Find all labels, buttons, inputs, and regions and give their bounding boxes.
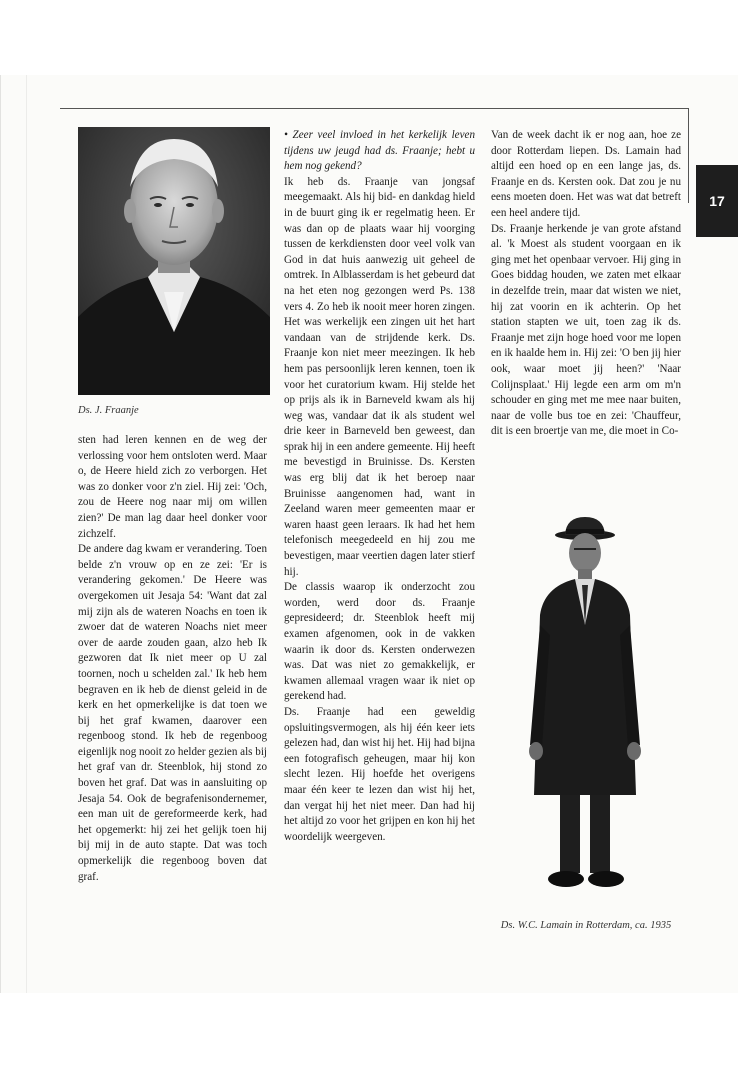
paragraph: De classis waarop ik onderzocht zou worden, werd door ds. Fraanje gepresideerd; dr. Steenblok heeft mij examen afgenomen, ook in de vakken waarin ik door ds. Kersten onderwezen was. Dat was niet zo gemakkelijk, er kwamen allemaal vragen waar ik niet op gerekend had.	[284, 581, 475, 703]
page-number-tab	[696, 165, 738, 237]
standing-photo-lamain	[520, 515, 650, 903]
paragraph: sten had leren kennen en de weg der verlossing voor hem ontsloten werd. Maar o, de Heere hield zich zo verborgen. Het was zo donker voor z'n ziel. Hij zei: 'Och, zou de Heere nog naar mij om willen zien?' De man lag daar heel donker voor zichzelf.	[78, 434, 267, 540]
column-3	[491, 128, 681, 440]
question-text: Zeer veel invloed in het kerkelijk leven tijdens uw jeugd had ds. Fraanje; hebt u hem nog gekend?	[284, 129, 476, 173]
paragraph: Ds. Fraanje had een geweldig opsluitingsvermogen, als hij één keer iets gelezen had, dan wist hij het. Hij had bijna een fotografisch geheugen, maar hij kon slecht lezen. Hij hoefde het overigens maar één keer te lezen dan wist hij het, dan vergat hij het niet meer. Dan had hij het altijd zo voor het grijpen en kon hij het woordelijk weergeven.	[284, 705, 475, 843]
standing-photo-caption: Ds. W.C. Lamain in Rotterdam, ca. 1935	[500, 920, 672, 931]
page-gutter	[26, 75, 27, 993]
header-rule-vertical	[688, 108, 689, 203]
portrait-photo-fraanje	[78, 127, 270, 395]
header-rule	[60, 108, 688, 109]
paragraph: Ds. Fraanje herkende je van grote afstand al. 'k Moest als student voorgaan en ik ging met het openbaar vervoer. Hij ging in Goes biddag houden, we zaten met elkaar in dezelfde trein, maar dat wisten we niet, hij zat voorin en ik achterin. Op het station stapten we uit, toen zag ik ds. Fraanje met zijn hoge hoed voor me lopen en ik haalde hem in. Hij zei: 'O ben jij hier ook, waar moet jij heen?' 'Naar Colijnsplaat.' Hij legde een arm om m'n schouder en ging met me mee naar buiten, naar de volle bus toe en zei: 'Chauffeur, dit is een broertje van me, die moet in Co-	[491, 222, 681, 438]
page-number: 17	[709, 193, 725, 209]
interview-question	[284, 128, 475, 175]
question-bullet: •	[284, 129, 288, 141]
paragraph: Van de week dacht ik er nog aan, hoe ze door Rotterdam liepen. Ds. Lamain had altijd een hoed op en een lange jas, ds. Fraanje en ds. Kersten ook. Dat zou je nu eens moeten doen. Het was wat dat betreft een heel andere tijd.	[491, 129, 681, 219]
standing-figure-illustration	[520, 515, 650, 903]
portrait-illustration	[78, 127, 270, 395]
paragraph: De andere dag kwam er verandering. Toen belde z'n vrouw op en ze zei: 'Er is verandering gekomen.' De Heere was overgekomen uit Jesaja 54: 'Want dat zal mij zijn als de wateren Noachs en toen ik zwoer dat de wateren Noachs niet meer over de aarde zouden gaan, alzo heb Ik gezworen dat Ik niet meer op U zal toornen, noch u schelden zal.' Ik heb hem begraven en ik heb de dienst geleid in de kerk en het opmerkelijke is dat toen we bij het graf kwamen, daarover een regenboog stond. Ik heb de regenboog eigenlijk nog nooit zo helder gezien als bij het graf van dr. Steenblok, hij stond zo boven het graf. Dat was in aansluiting op Jesaja 54. Ook de begrafenisondernemer, een man uit de gereformeerde kerk, had het opgemerkt: hij zei het gelijk toen hij bij mij in de auto stapte. Dat was toch opmerkelijk die regenboog boven dat graf.	[78, 543, 267, 883]
portrait-caption: Ds. J. Fraanje	[78, 405, 139, 416]
column-2	[284, 128, 475, 845]
column-1	[78, 433, 267, 885]
paragraph: Ik heb ds. Fraanje van jongsaf meegemaakt. Als hij bid- en dankdag hield in de buurt ging ik er regelmatig heen. Er was dan op de plaats waar hij voorging tussen de kerkdiensten door veel volk van God in dat huis aanwezig uit geheel de omtrek. In Alblasserdam is het gebeurd dat na het eten nog gezongen werd Ps. 138 vers 4. Zo heb ik nooit meer horen zingen. Het was werkelijk een zingen uit het hart vandaan van de strijdende kerk. Ds. Fraanje kon niet meer meezingen. Ik heb hem pas persoonlijk leren kennen, toen ik voor het curatorium kwam. Hij stelde het op prijs als ik in Barneveld kwam als hij weg was, vandaar dat ik als student wel drie keer in Barneveld ben geweest, dan sprak hij in een andere gemeente. Hij heeft me bevestigd in Bruinisse. Ds. Kersten was erg blij dat ik het beroep naar Bruinisse aangenomen had, want in Zeeland waren meer gemeenten maar er waren haast geen leraars. Ik had het hem telefonisch meegedeeld en hij zou me bevestigen, maar veertien dagen later stierf hij.	[284, 175, 475, 578]
